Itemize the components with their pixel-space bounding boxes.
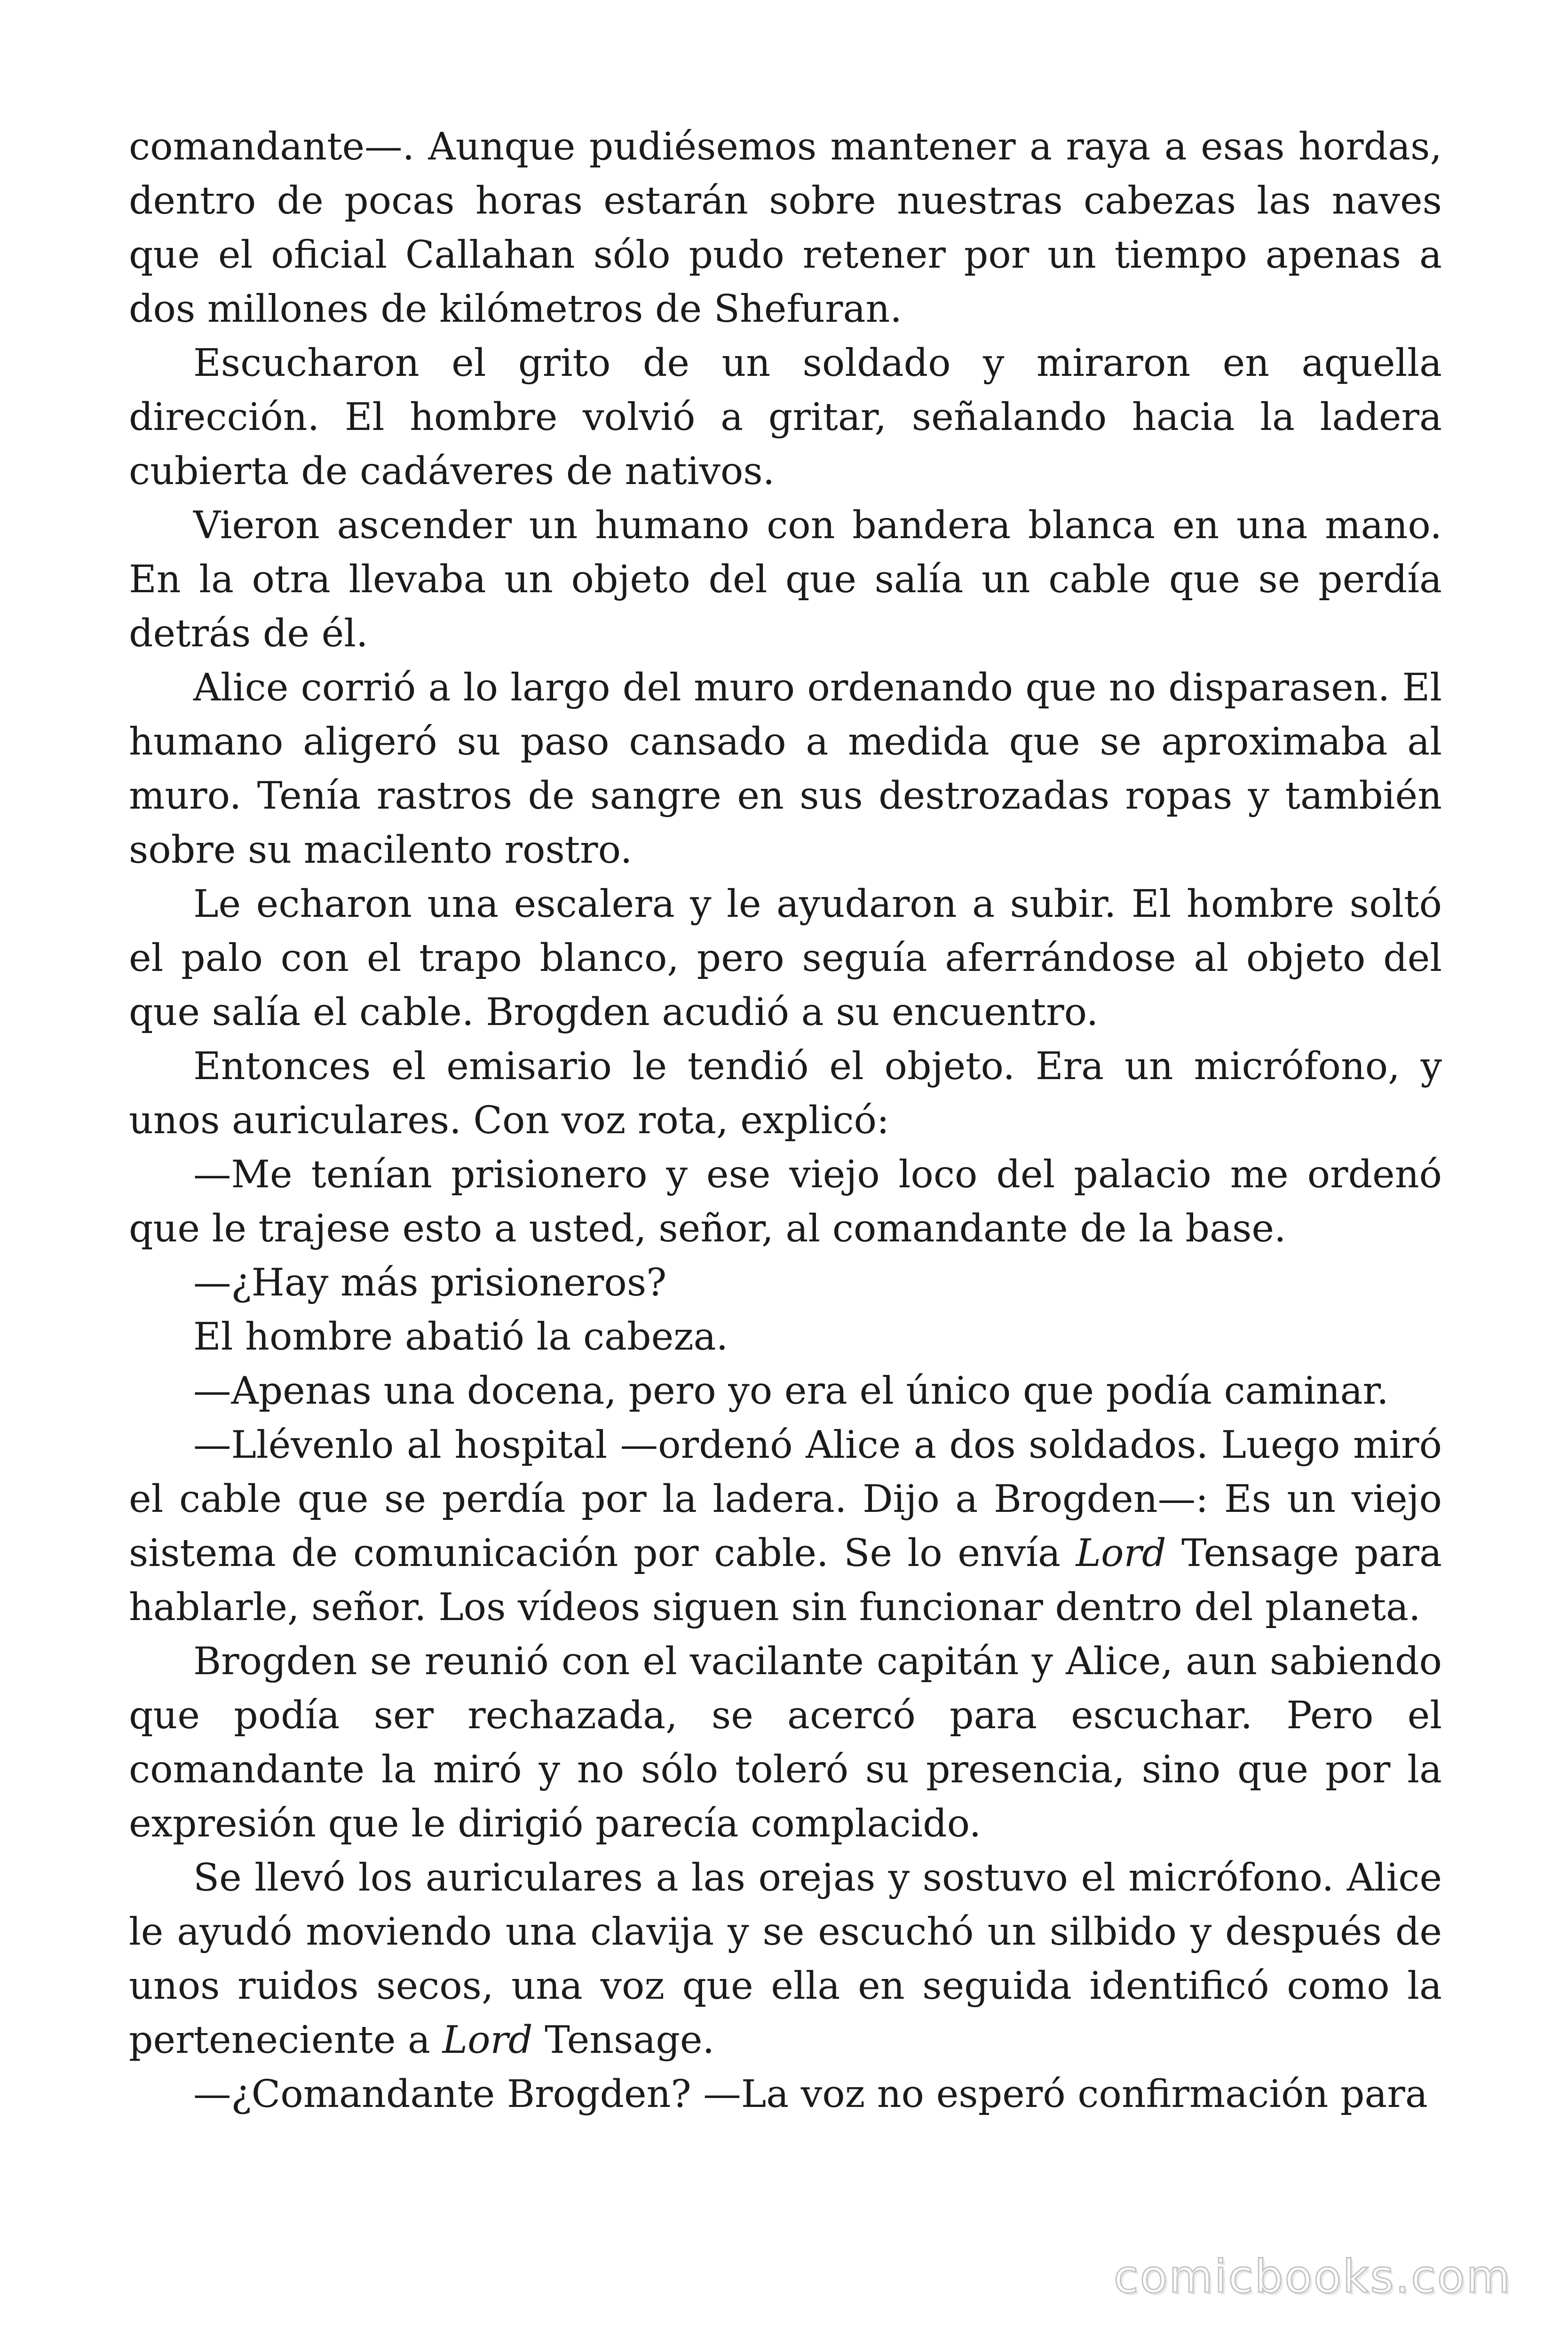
- paragraph: Brogden se reunió con el vacilante capitán y Alice, aun sabiendo que podía ser rechazada, se acercó para escuchar. Pero el comandante la miró y no sólo toleró su presencia, sino que por la expresión que le dirigió parecía complacido.: [129, 1639, 1442, 1845]
- paragraph: —Me tenían prisionero y ese viejo loco del palacio me ordenó que le trajese esto a usted, señor, al comandante de la base.: [129, 1152, 1442, 1250]
- book-page-text: [129, 119, 1442, 2227]
- paragraph: —¿Hay más prisioneros?: [193, 1260, 667, 1304]
- watermark: comicbooks.com: [1113, 2250, 1512, 2303]
- paragraph: comandante—. Aunque pudiésemos mantener a raya a esas hordas, dentro de pocas horas estarán sobre nuestras cabezas las naves que el oficial Callahan sólo pudo retener por un tiempo apenas a dos millones de kilómetros de Shefuran.: [129, 124, 1442, 331]
- paragraph: [129, 1418, 1442, 1634]
- paragraph: —Apenas una docena, pero yo era el único que podía caminar.: [193, 1368, 1389, 1413]
- paragraph: El hombre abatió la cabeza.: [193, 1314, 729, 1359]
- paragraph: Escucharon el grito de un soldado y miraron en aquella dirección. El hombre volvió a gritar, señalando hacia la ladera cubierta de cadáveres de nativos.: [129, 341, 1442, 493]
- paragraph: Le echaron una escalera y le ayudaron a subir. El hombre soltó el palo con el trapo blanco, pero seguía aferrándose al objeto del que salía el cable. Brogden acudió a su encuentro.: [129, 882, 1442, 1034]
- italic-title: Lord: [1076, 1531, 1166, 1575]
- paragraph: Alice corrió a lo largo del muro ordenando que no disparasen. El humano aligeró su paso cansado a medida que se aproximaba al muro. Tenía rastros de sangre en sus destrozadas ropas y también sobre su macilento rostro.: [129, 665, 1442, 872]
- paragraph-text: —Llévenlo al hospital —ordenó Alice a dos soldados. Luego miró el cable que se perdía por la ladera. Dijo a Brogden—: Es un viejo sistema de comunicación por cable. Se lo envía: [129, 1422, 1442, 1575]
- italic-title: Lord: [442, 2018, 533, 2062]
- paragraph: Vieron ascender un humano con bandera blanca en una mano. En la otra llevaba un objeto del que salía un cable que se perdía detrás de él.: [129, 503, 1442, 655]
- paragraph: Entonces el emisario le tendió el objeto. Era un micrófono, y unos auriculares. Con voz rota, explicó:: [129, 1044, 1442, 1142]
- paragraph-text: Tensage para hablarle, señor. Los vídeos siguen sin funcionar dentro del planeta.: [129, 1531, 1442, 1629]
- paragraph: [129, 1851, 1442, 2067]
- paragraph-text: Tensage.: [532, 2018, 715, 2062]
- paragraph-text: Se llevó los auriculares a las orejas y sostuvo el micrófono. Alice le ayudó moviendo una clavija y se escuchó un silbido y después de unos ruidos secos, una voz que ella en seguida identificó como la perteneciente a: [129, 1855, 1442, 2062]
- paragraph: —¿Comandante Brogden? —La voz no esperó confirmación para: [193, 2072, 1428, 2116]
